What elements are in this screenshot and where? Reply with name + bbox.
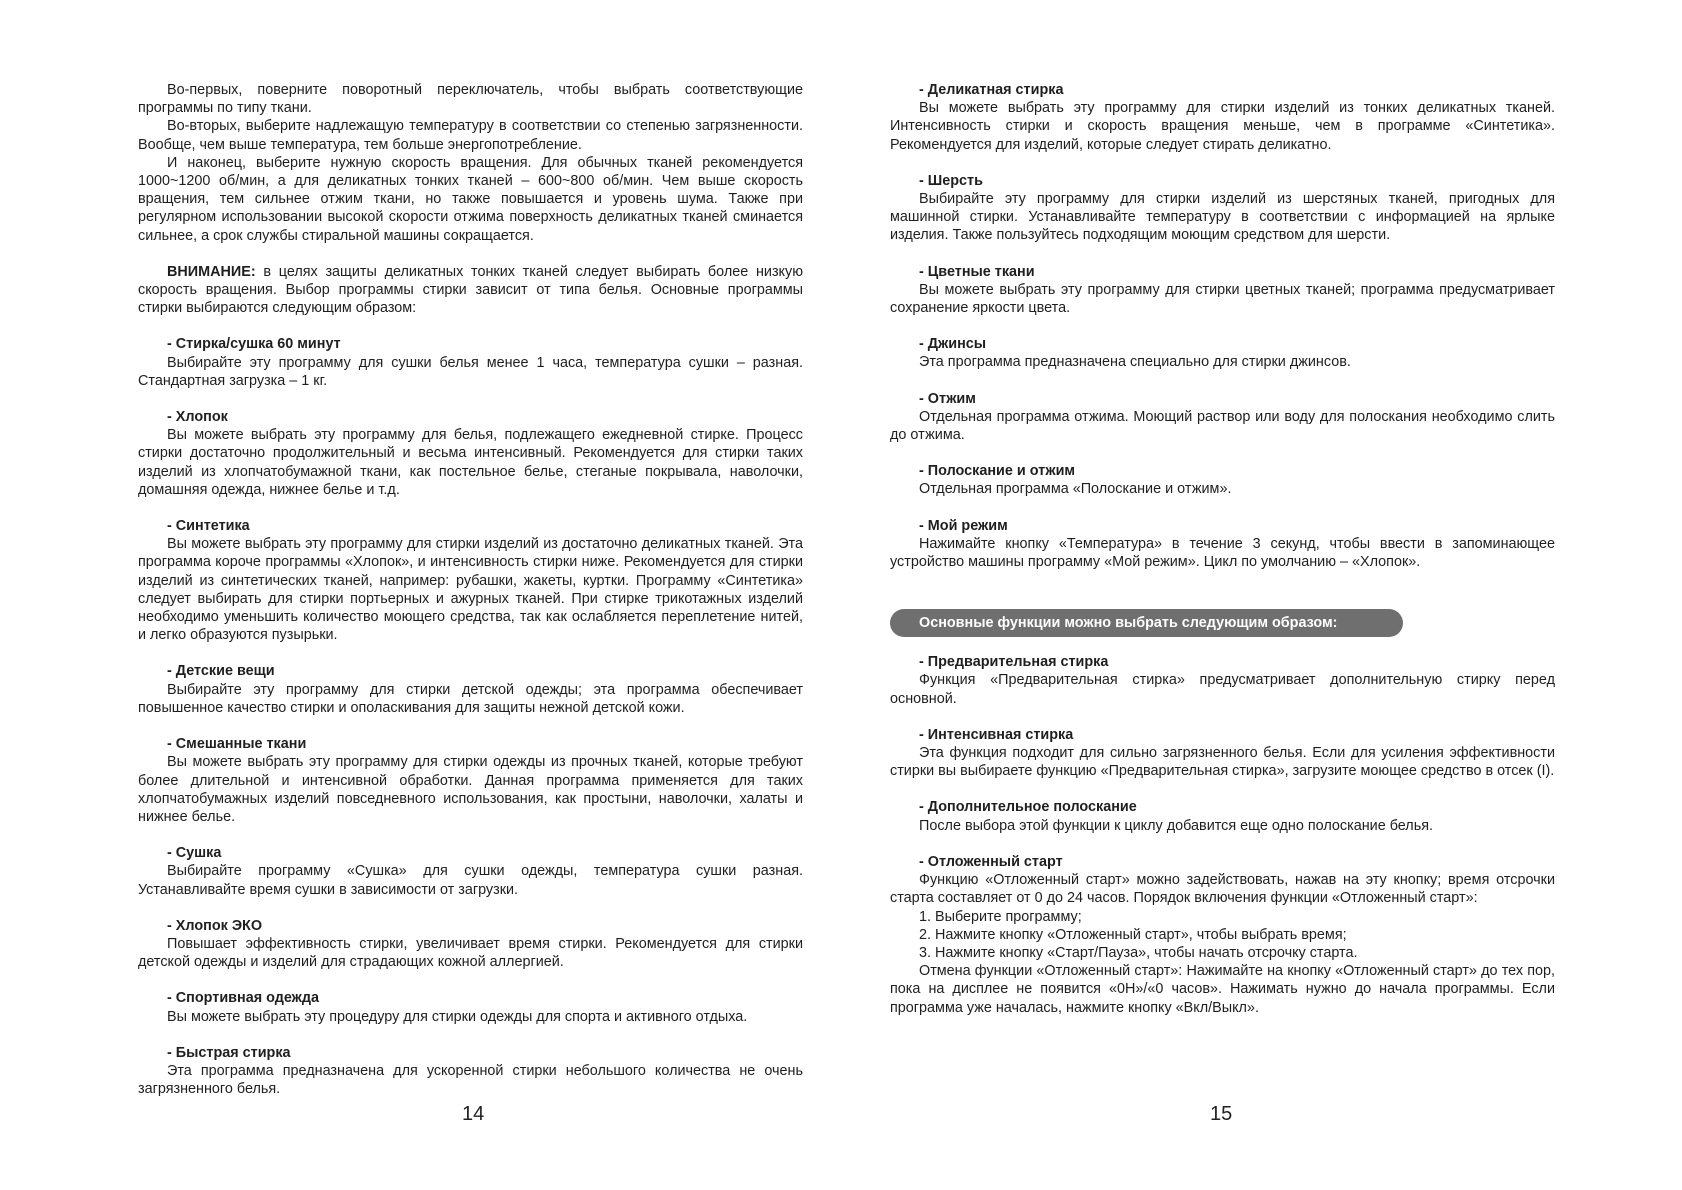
function-title: - Интенсивная стирка bbox=[919, 726, 1074, 743]
intro-paragraph: Во-вторых, выберите надлежащую температуру в соответствии со степенью загрязненности. Вообще, чем выше температура, тем больше энергопотребление. bbox=[138, 118, 803, 153]
program-description: Эта программа предназначена специально для стирки джинсов. bbox=[919, 354, 1351, 371]
program-description: Выбирайте эту программу для стирки изделий из шерстяных тканей, пригодных для машинной стирки. Устанавливайте температуру в соответствии с информацией на ярлыке изделия. Также пользуйтесь подходящим моющим средством для шерсти. bbox=[890, 191, 1555, 244]
delayed-start-section bbox=[890, 853, 1555, 1017]
program-title: - Сушка bbox=[167, 845, 222, 862]
program-title: - Хлопок ЭКО bbox=[167, 917, 263, 934]
program-description: Выбирайте эту программу для стирки детской одежды; эта программа обеспечивает повышенное качество стирки и ополаскивания для защиты нежной детской кожи. bbox=[138, 681, 803, 716]
program-title: - Деликатная стирка bbox=[919, 82, 1064, 98]
program-section bbox=[138, 844, 803, 899]
program-section bbox=[138, 1044, 803, 1099]
step-item: 2. Нажмите кнопку «Отложенный старт», чтобы выбрать время; bbox=[919, 926, 1347, 943]
warning-section bbox=[138, 263, 803, 318]
warning-label: ВНИМАНИЕ: bbox=[167, 263, 256, 280]
program-title: - Цветные ткани bbox=[919, 263, 1035, 280]
program-title: - Быстрая стирка bbox=[167, 1044, 291, 1061]
program-description: Вы можете выбрать эту программу для белья, подлежащего ежедневной стирке. Процесс стирки достаточно продолжительный и весьма интенсивный. Рекомендуется для стирки таких изделий из хлопчатобумажной ткани, как постельное белье, стеганые покрывала, наволочки, домашняя одежда, нижнее белье и т.д. bbox=[138, 427, 803, 498]
function-section bbox=[890, 653, 1555, 708]
program-description: Выбирайте программу «Сушка» для сушки одежды, температура сушки разная. Устанавливайте время сушки в зависимости от загрузки. bbox=[138, 863, 803, 898]
function-title: - Дополнительное полоскание bbox=[919, 799, 1137, 816]
program-section bbox=[138, 408, 803, 499]
warning-paragraph bbox=[138, 263, 803, 318]
program-title: - Мой режим bbox=[919, 517, 1008, 534]
function-description: Эта функция подходит для сильно загрязненного белья. Если для усиления эффективности стирки вы выбираете функцию «Предварительная стирка», загрузите моющее средство в отсек (I). bbox=[890, 745, 1555, 780]
function-title: - Предварительная стирка bbox=[919, 654, 1109, 671]
program-title: - Шерсть bbox=[919, 172, 983, 189]
program-title: - Спортивная одежда bbox=[167, 990, 319, 1007]
program-title: - Смешанные ткани bbox=[167, 736, 307, 753]
program-description: Нажимайте кнопку «Температура» в течение 3 секунд, чтобы ввести в запоминающее устройство машины программу «Мой режим». Цикл по умолчанию – «Хлопок». bbox=[890, 535, 1555, 571]
function-description: Функцию «Отложенный старт» можно задействовать, нажав на эту кнопку; время отсрочки старта составляет от 0 до 24 часов. Порядок включения функции «Отложенный старт»: bbox=[890, 872, 1555, 907]
program-section bbox=[890, 263, 1555, 318]
program-section bbox=[890, 462, 1555, 498]
function-description: Функция «Предварительная стирка» предусматривает дополнительную стирку перед основной. bbox=[890, 672, 1555, 707]
program-section bbox=[890, 172, 1555, 245]
program-section bbox=[138, 517, 803, 644]
cancel-description: Отмена функции «Отложенный старт»: Нажимайте на кнопку «Отложенный старт» до тех пор, пока на дисплее не появится «0Н»/«0 часов». Нажимать нужно до начала программы. Если программа уже началась, нажмите кнопку «Вкл/Выкл». bbox=[890, 963, 1555, 1016]
function-section bbox=[890, 726, 1555, 781]
program-title: - Джинсы bbox=[919, 336, 987, 353]
left-page bbox=[138, 81, 803, 1098]
program-description: Вы можете выбрать эту процедуру для стирки одежды для спорта и активного отдыха. bbox=[167, 1008, 748, 1025]
program-title: - Детские вещи bbox=[167, 663, 275, 680]
step-item: 3. Нажмите кнопку «Старт/Пауза», чтобы начать отсрочку старта. bbox=[919, 944, 1358, 961]
program-description: Вы можете выбрать эту программу для стирки изделий из достаточно деликатных тканей. Эта программа короче программы «Хлопок», и интенсивность стирки ниже. Рекомендуется для стирки изделий из синтетических тканей, например: рубашки, жакеты, куртки. Программу «Синтетика» следует выбирать для стирки портьерных и ажурных тканей. При стирке трикотажных изделий необходимо уменьшить количество моющего средства, так как ослабляется переплетение нитей, и легко образуются пузырьки. bbox=[138, 536, 803, 644]
page-number-left: 14 bbox=[462, 1103, 485, 1125]
intro-paragraph: И наконец, выберите нужную скорость вращения. Для обычных тканей рекомендуется 1000~1200 об/мин, а для деликатных тонких тканей – 600~800 об/мин. Чем выше скорость вращения, тем сильнее отжим ткани, но также повышается и уровень шума. Также при регулярном использовании высокой скорости отжима поверхность деликатных тканей сминается сильнее, а срок службы стиральной машины сокращается. bbox=[138, 154, 803, 244]
intro-section bbox=[138, 81, 803, 245]
step-item: 1. Выберите программу; bbox=[919, 908, 1082, 925]
program-title: - Стирка/сушка 60 минут bbox=[167, 336, 341, 353]
program-description: Отдельная программа отжима. Моющий раствор или воду для полоскания необходимо слить до отжима. bbox=[890, 408, 1555, 444]
function-title: - Отложенный старт bbox=[919, 853, 1063, 870]
program-description: Эта программа предназначена для ускоренной стирки небольшого количества не очень загрязненного белья. bbox=[138, 1062, 803, 1098]
program-description: Повышает эффективность стирки, увеличивает время стирки. Рекомендуется для стирки детской одежды и изделий для страдающих кожной аллергией. bbox=[138, 935, 803, 971]
program-description: Отдельная программа «Полоскание и отжим». bbox=[919, 481, 1232, 498]
right-page bbox=[890, 81, 1555, 1017]
intro-paragraph: Во-первых, поверните поворотный переключатель, чтобы выбрать соответствующие программы по типу ткани. bbox=[138, 82, 803, 117]
program-section bbox=[890, 81, 1555, 154]
program-description: Выбирайте эту программу для сушки белья менее 1 часа, температура сушки – разная. Стандартная загрузка – 1 кг. bbox=[138, 354, 803, 389]
program-title: - Полоскание и отжим bbox=[919, 463, 1076, 480]
function-description: После выбора этой функции к циклу добавится еще одно полоскание белья. bbox=[919, 817, 1433, 834]
program-section bbox=[890, 335, 1555, 371]
warning-text: в целях защиты деликатных тонких тканей следует выбирать более низкую скорость вращения. Выбор программы стирки зависит от типа белья. Основные программы стирки выбираются следующим образом: bbox=[138, 263, 803, 317]
program-title: - Хлопок bbox=[167, 409, 228, 426]
program-description: Вы можете выбрать эту программу для стирки одежды из прочных тканей, которые требуют более длительной и интенсивной обработки. Данная программа применяется для таких хлопчатобумажных изделий повседневного использования, как простыни, наволочки, халаты и нижнее белье. bbox=[138, 754, 803, 825]
functions-banner: Основные функции можно выбрать следующим образом: bbox=[890, 609, 1403, 637]
program-title: - Синтетика bbox=[167, 518, 250, 535]
page-number-right: 15 bbox=[1210, 1103, 1233, 1125]
program-section bbox=[890, 390, 1555, 445]
program-section bbox=[138, 735, 803, 826]
program-section bbox=[138, 335, 803, 390]
program-description: Вы можете выбрать эту программу для стирки изделий из тонких деликатных тканей. Интенсивность стирки и скорость вращения меньше, чем в программе «Синтетика». Рекомендуется для изделий, которые следует стирать деликатно. bbox=[890, 100, 1555, 153]
program-section bbox=[890, 517, 1555, 572]
function-section bbox=[890, 798, 1555, 834]
program-title: - Отжим bbox=[919, 390, 976, 407]
program-section bbox=[138, 989, 803, 1025]
program-section bbox=[138, 917, 803, 972]
program-section bbox=[138, 662, 803, 717]
program-description: Вы можете выбрать эту программу для стирки цветных тканей; программа предусматривает сохранение яркости цвета. bbox=[890, 281, 1555, 317]
